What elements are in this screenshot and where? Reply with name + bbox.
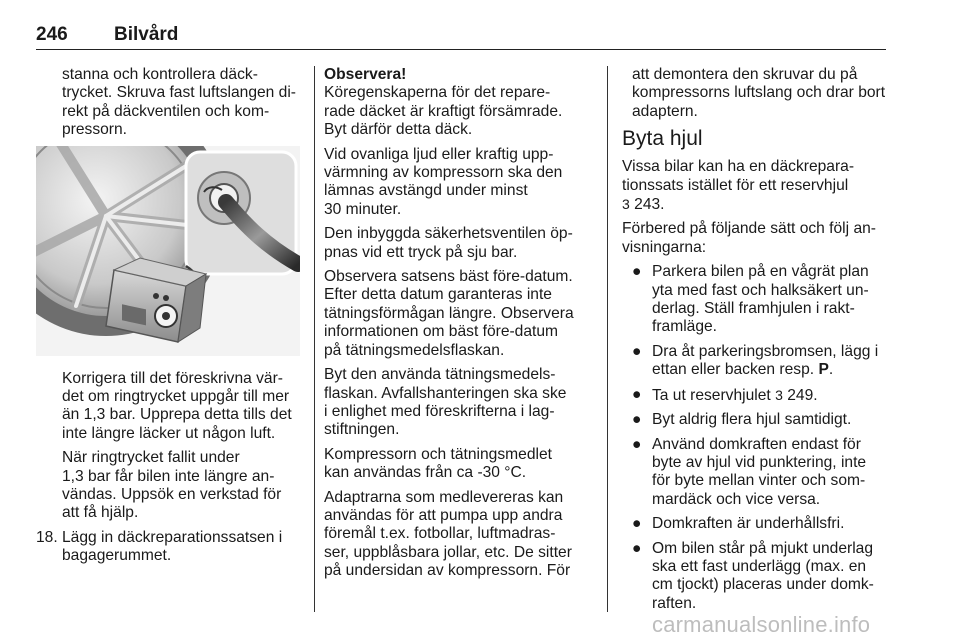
body-paragraph: Vid ovanliga ljud eller kraftig upp- värmning av kompressorn ska den lämnas avstängd under minst 30 minuter. (324, 145, 563, 218)
list-item: ● Dra åt parkeringsbromsen, lägg i ettan eller backen resp. P. (632, 342, 879, 379)
column-1 (36, 66, 300, 572)
page-title: Bilvård (114, 24, 179, 45)
page-reference-icon: 3 (622, 196, 630, 213)
intro-paragraph: stanna och kontrollera däck- trycket. Skruva fast luftslangen di- rekt på däckventilen och kom- pressorn. (62, 66, 297, 139)
list-item: ● Ta ut reservhjulet 3 249. (632, 385, 818, 404)
bullet-icon: ● (632, 263, 642, 281)
body-paragraph: Vissa bilar kan ha en däckrepara- tionssats istället för ett reservhjul 3 243. (622, 158, 855, 214)
list-item: ● Använd domkraften endast för byte av hjul vid punktering, inte för byte mellan vinter och som- mardäck och vice versa. (632, 435, 867, 508)
list-item: ● Byt aldrig flera hjul samtidigt. (632, 411, 852, 429)
column-2 (324, 66, 590, 587)
list-item: ● Om bilen står på mjukt underlag ska ett fast underlägg (max. en cm tjockt) placeras under domk- raften. (632, 539, 874, 612)
body-paragraph: Adaptrarna som medlevereras kan användas för att pumpa upp andra föremål t.ex. fotbollar, luftmadras- ser, uppblåsbara jollar, etc. De sitter på undersidan av kompressorn. För (324, 488, 572, 580)
page-number: 246 (36, 24, 68, 45)
numbered-step-18: 18. Lägg in däckreparationssatsen i bagagerummet. (36, 528, 283, 565)
continued-paragraph: att demontera den skruvar du på kompressorns luftslang och drar bort adaptern. (632, 66, 886, 120)
note-block: Observera! Köregenskaperna för det repare- rade däcket är kraftigt försämrade. Byt därför detta däck. (324, 66, 563, 139)
bullet-icon: ● (632, 411, 642, 429)
body-paragraph: Förbered på följande sätt och följ an- visningarna: (622, 220, 876, 256)
note-title: Observera! (324, 66, 407, 83)
bullet-icon: ● (632, 539, 642, 557)
body-paragraph: När ringtrycket fallit under 1,3 bar får bilen inte längre an- vändas. Uppsök en verkstad för att få hjälp. (62, 449, 282, 522)
column-divider (314, 66, 315, 612)
tire-compressor-illustration (36, 146, 300, 356)
step-number: 18. (36, 528, 58, 546)
body-paragraph: Kompressorn och tätningsmedlet kan användas från ca -30 °C. (324, 445, 552, 482)
column-3 (622, 66, 890, 619)
body-paragraph: Byt den använda tätningsmedels- flaskan. Avfallshanteringen ska ske i enlighet med föreskrifterna i lag- stiftningen. (324, 366, 567, 439)
list-item: ● Parkera bilen på en vågrät plan yta med fast och halksäkert un- derlag. Ställ framhjulen i rakt- framläge. (632, 263, 869, 336)
body-paragraph: Korrigera till det föreskrivna vär- det om ringtrycket uppgår till mer än 1,3 bar. Upprepa detta tills det inte längre läcker ut någon luft. (62, 369, 292, 442)
page-header (36, 24, 886, 50)
bullet-icon: ● (632, 342, 642, 360)
section-heading: Byta hjul (622, 127, 703, 151)
body-paragraph: Den inbyggda säkerhetsventilen öp- pnas vid ett tryck på sju bar. (324, 225, 573, 261)
site-watermark: carmanualsonline.info (652, 612, 871, 637)
tire-compressor-image (36, 146, 300, 356)
bullet-icon: ● (632, 435, 642, 453)
bullet-list (628, 263, 890, 613)
bullet-icon: ● (632, 385, 642, 403)
body-paragraph: Observera satsens bäst före-datum. Efter detta datum garanteras inte tätningsförmågan längre. Observera informationen om bäst före-datum på tätningsmedelsflaskan. (324, 268, 574, 359)
page-reference: 249. (787, 386, 818, 404)
list-item: ● Domkraften är underhållsfri. (632, 515, 845, 533)
page-reference: 243. (634, 196, 665, 214)
page-reference-icon: 3 (775, 386, 783, 403)
bullet-icon: ● (632, 515, 642, 533)
column-divider (607, 66, 608, 612)
